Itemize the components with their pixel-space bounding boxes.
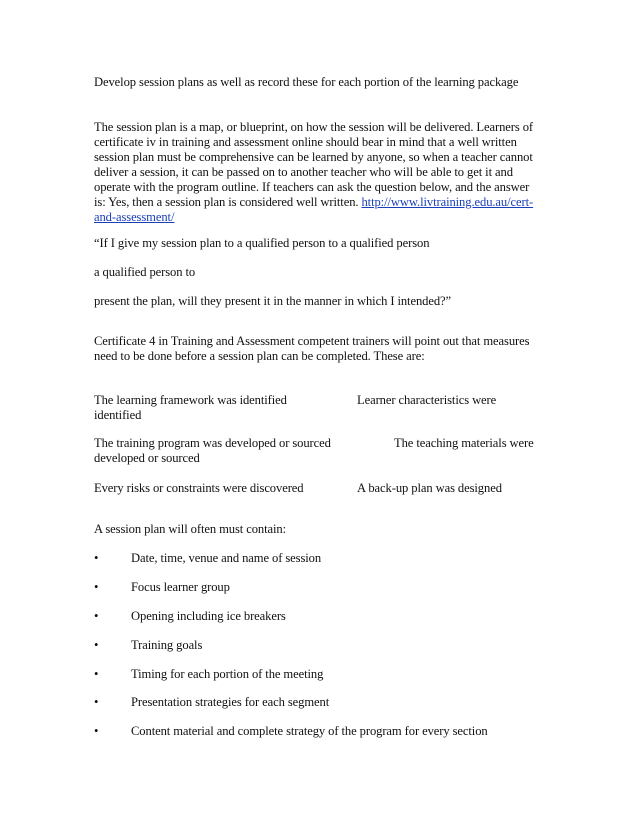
intro-line: The session plan is a map, or blueprint, on how the session will be delivered. Learners of bbox=[94, 120, 534, 134]
measure-item: Learner characteristics were bbox=[357, 393, 497, 407]
bullet-item: Timing for each portion of the meeting bbox=[131, 667, 324, 681]
bullet-icon: • bbox=[94, 580, 99, 594]
quote-line: a qualified person to bbox=[94, 265, 196, 279]
intro-line: session plan must be comprehensive can be learned by anyone, so when a teacher cannot bbox=[94, 150, 533, 164]
intro-line: certificate iv in training and assessment online should bear in mind that a well written bbox=[94, 135, 517, 149]
measure-item: Every risks or constraints were discovered bbox=[94, 481, 304, 495]
training-link-continued[interactable]: and-assessment/ bbox=[94, 210, 175, 224]
contain-intro: A session plan will often must contain: bbox=[94, 522, 286, 536]
measures-intro-line: need to be done before a session plan can be completed. These are: bbox=[94, 349, 425, 363]
measure-item-wrap: developed or sourced bbox=[94, 451, 200, 465]
measure-item: The teaching materials were bbox=[394, 436, 534, 450]
bullet-icon: • bbox=[94, 609, 99, 623]
quote-line: present the plan, will they present it in the manner in which I intended?” bbox=[94, 294, 452, 308]
bullet-icon: • bbox=[94, 695, 99, 709]
bullet-icon: • bbox=[94, 551, 99, 565]
measure-item: A back-up plan was designed bbox=[357, 481, 502, 495]
intro-line bbox=[94, 195, 533, 210]
intro-text: is: Yes, then a session plan is considered well written. bbox=[94, 195, 362, 209]
bullet-item: Opening including ice breakers bbox=[131, 609, 286, 623]
bullet-item: Content material and complete strategy of the program for every section bbox=[131, 724, 488, 738]
bullet-item: Date, time, venue and name of session bbox=[131, 551, 322, 565]
measure-item: The learning framework was identified bbox=[94, 393, 287, 407]
training-link[interactable]: http://www.livtraining.edu.au/cert- bbox=[361, 195, 534, 209]
bullet-icon: • bbox=[94, 724, 99, 738]
intro-line: operate with the program outline. If teachers can ask the question below, and the answer bbox=[94, 180, 530, 194]
bullet-icon: • bbox=[94, 667, 99, 681]
heading: Develop session plans as well as record these for each portion of the learning package bbox=[94, 75, 519, 89]
bullet-item: Training goals bbox=[131, 638, 203, 652]
bullet-item: Focus learner group bbox=[131, 580, 230, 594]
intro-line: deliver a session, it can be passed on to another teacher who will be able to get it and bbox=[94, 165, 513, 179]
quote-line: “If I give my session plan to a qualified person to a qualified person bbox=[94, 236, 430, 250]
measures-intro-line: Certificate 4 in Training and Assessment competent trainers will point out that measures bbox=[94, 334, 530, 348]
measure-item-wrap: identified bbox=[94, 408, 142, 422]
intro-line bbox=[94, 210, 174, 225]
bullet-item: Presentation strategies for each segment bbox=[131, 695, 330, 709]
measure-item: The training program was developed or sourced bbox=[94, 436, 331, 450]
bullet-icon: • bbox=[94, 638, 99, 652]
